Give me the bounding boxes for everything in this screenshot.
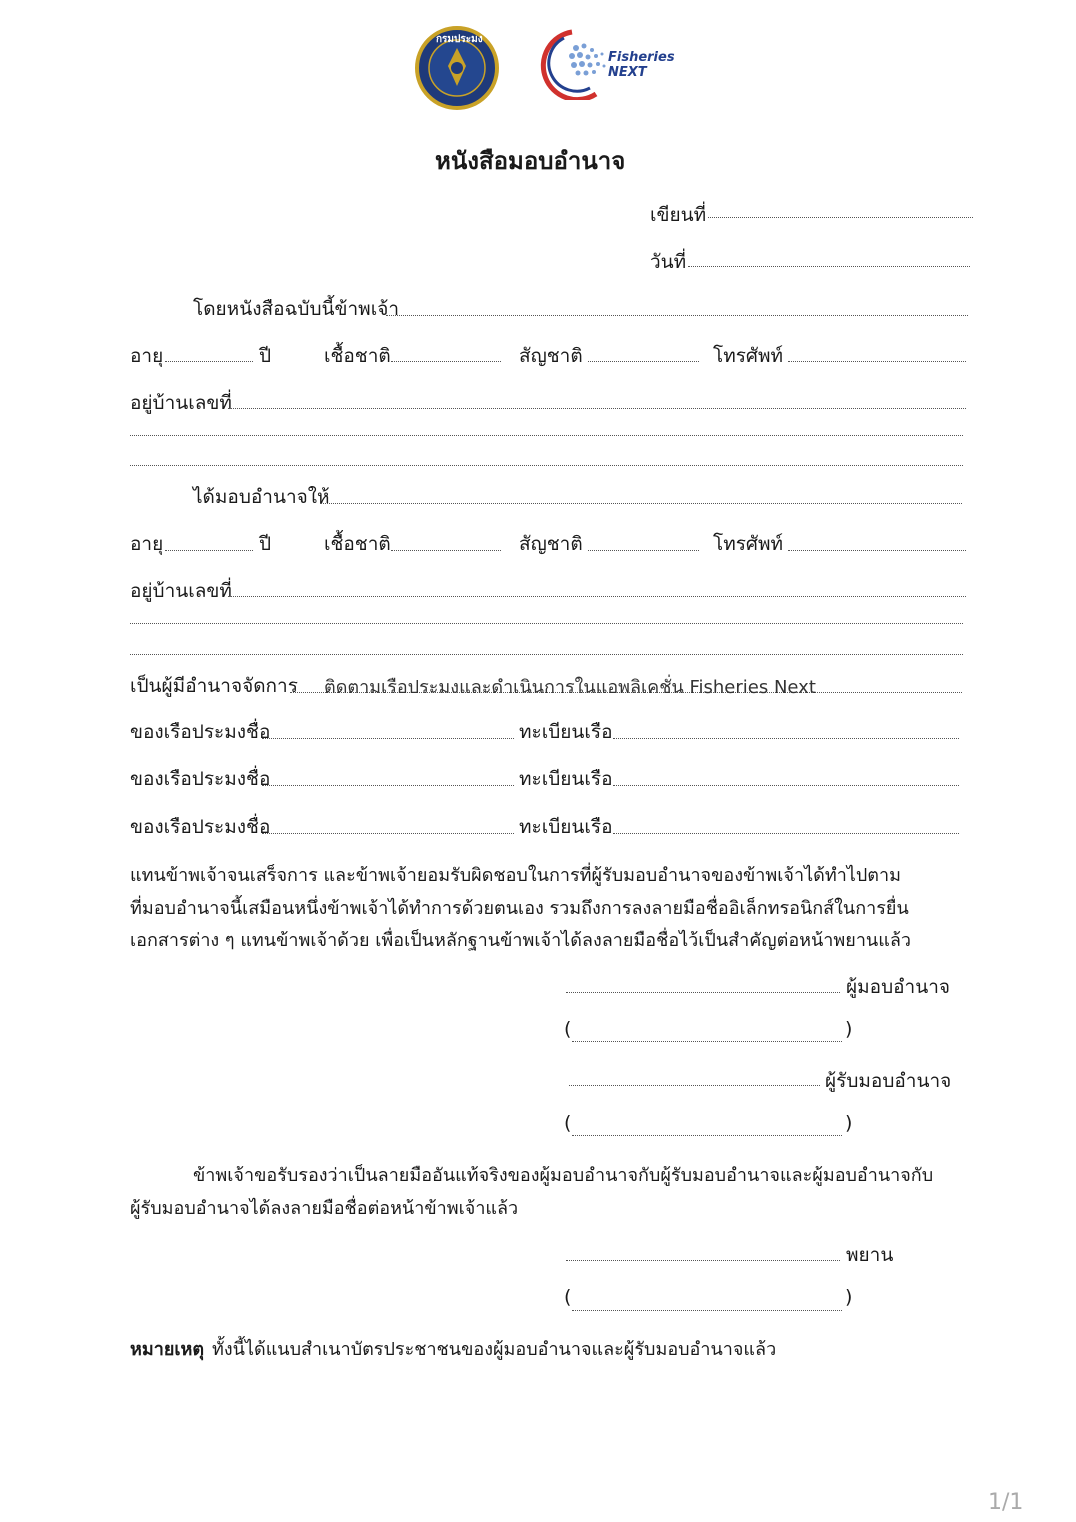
- grantee-nationality-field[interactable]: [588, 550, 699, 551]
- certify-line-1: ข้าพเจ้าขอรับรองว่าเป็นลายมืออันแท้จริงของผู้มอบอำนาจกับผู้รับมอบอำนาจและผู้มอบอำนาจกับ: [193, 1165, 934, 1186]
- fisheries-next-logo: [536, 24, 696, 100]
- grantor-address-line-3[interactable]: [130, 465, 963, 466]
- authority-value: ติดตามเรือประมงและดำเนินการในแอพลิเคชั่น Fisheries Next: [324, 677, 816, 698]
- grantor-paren-open: (: [564, 1018, 572, 1040]
- grantor-paren-close: ): [845, 1018, 853, 1040]
- page-title: หนังสือมอบอำนาจ: [435, 147, 626, 175]
- grantee-address-label: อยู่บ้านเลขที่: [130, 580, 232, 602]
- paragraph-line-1: แทนข้าพเจ้าจนเสร็จการ และข้าพเจ้ายอมรับผิดชอบในการที่ผู้รับมอบอำนาจของข้าพเจ้าได้ทำไปตาม: [130, 865, 901, 886]
- witness-printed-name-field[interactable]: [572, 1310, 842, 1311]
- grantor-race-label: เชื้อชาติ: [324, 345, 391, 367]
- grantor-printed-name-field[interactable]: [572, 1041, 842, 1042]
- vessel-reg-label-1: ทะเบียนเรือ: [519, 721, 613, 743]
- vessel-reg-field-2[interactable]: [613, 785, 959, 786]
- grantor-phone-label: โทรศัพท์: [713, 345, 784, 367]
- grantor-address-field[interactable]: [228, 408, 966, 409]
- grantor-signature-label: ผู้มอบอำนาจ: [846, 976, 950, 998]
- department-of-fisheries-seal: [414, 26, 500, 110]
- vessel-reg-label-3: ทะเบียนเรือ: [519, 816, 613, 838]
- vessel-name-field-2[interactable]: [262, 785, 514, 786]
- certify-line-2: ผู้รับมอบอำนาจได้ลงลายมือชื่อต่อหน้าข้าพเจ้าแล้ว: [130, 1198, 519, 1219]
- grantor-address-label: อยู่บ้านเลขที่: [130, 392, 232, 414]
- written-at-label: เขียนที่: [650, 204, 707, 226]
- paragraph-line-3: เอกสารต่าง ๆ แทนข้าพเจ้าด้วย เพื่อเป็นหลักฐานข้าพเจ้าได้ลงลายมือชื่อไว้เป็นสำคัญต่อหน้าพยานแล้ว: [130, 930, 911, 951]
- grantee-signature-label: ผู้รับมอบอำนาจ: [825, 1070, 952, 1092]
- grantee-intro-label: ได้มอบอำนาจให้: [193, 486, 330, 508]
- vessel-name-field-3[interactable]: [262, 833, 514, 834]
- grantor-address-line-2[interactable]: [130, 435, 963, 436]
- grantee-year-label: ปี: [259, 533, 272, 555]
- grantee-race-label: เชื้อชาติ: [324, 533, 391, 555]
- grantee-paren-close: ): [845, 1112, 853, 1134]
- note-label: หมายเหตุ: [130, 1339, 205, 1360]
- grantor-age-label: อายุ: [130, 345, 164, 367]
- witness-paren-close: ): [845, 1286, 853, 1308]
- grantor-year-label: ปี: [259, 345, 272, 367]
- grantee-printed-name-field[interactable]: [572, 1135, 842, 1136]
- witness-label: พยาน: [846, 1244, 894, 1266]
- grantee-age-field[interactable]: [165, 550, 253, 551]
- vessel-reg-field-3[interactable]: [613, 833, 959, 834]
- witness-signature-field[interactable]: [566, 1260, 840, 1261]
- grantee-race-field[interactable]: [391, 550, 501, 551]
- page-number: 1/1: [988, 1490, 1024, 1515]
- date-field[interactable]: [688, 266, 970, 267]
- note-text: ทั้งนี้ได้แนบสำเนาบัตรประชาชนของผู้มอบอำนาจและผู้รับมอบอำนาจแล้ว: [212, 1339, 777, 1360]
- grantee-paren-open: (: [564, 1112, 572, 1134]
- seal-text: กรมประมง: [436, 34, 483, 45]
- paragraph-line-2: ที่มอบอำนาจนี้เสมือนหนึ่งข้าพเจ้าได้ทำการด้วยตนเอง รวมถึงการลงลายมือชื่ออิเล็กทรอนิกส์ในการยื่น: [130, 898, 909, 919]
- grantor-intro-label: โดยหนังสือฉบับนี้ข้าพเจ้า: [193, 298, 400, 320]
- grantee-address-line-3[interactable]: [130, 654, 963, 655]
- grantor-race-field[interactable]: [391, 361, 501, 362]
- grantor-name-field[interactable]: [386, 315, 968, 316]
- grantee-phone-label: โทรศัพท์: [713, 533, 784, 555]
- vessel-name-field-1[interactable]: [262, 738, 514, 739]
- date-label: วันที่: [650, 251, 687, 273]
- witness-paren-open: (: [564, 1286, 572, 1308]
- grantor-phone-field[interactable]: [788, 361, 966, 362]
- written-at-field[interactable]: [708, 217, 973, 218]
- grantee-signature-field[interactable]: [569, 1085, 820, 1086]
- authority-label: เป็นผู้มีอำนาจจัดการ: [130, 675, 298, 697]
- grantee-address-line-2[interactable]: [130, 623, 963, 624]
- grantee-nationality-label: สัญชาติ: [519, 533, 583, 555]
- grantee-phone-field[interactable]: [788, 550, 966, 551]
- grantor-nationality-field[interactable]: [588, 361, 699, 362]
- grantee-age-label: อายุ: [130, 533, 164, 555]
- brand-text: Fisheries NEXT: [608, 50, 675, 80]
- grantor-signature-field[interactable]: [566, 992, 840, 993]
- grantee-name-field[interactable]: [320, 503, 962, 504]
- vessel-name-label-1: ของเรือประมงชื่อ: [130, 721, 271, 743]
- vessel-name-label-3: ของเรือประมงชื่อ: [130, 816, 271, 838]
- vessel-name-label-2: ของเรือประมงชื่อ: [130, 768, 271, 790]
- grantor-age-field[interactable]: [165, 361, 253, 362]
- grantor-nationality-label: สัญชาติ: [519, 345, 583, 367]
- vessel-reg-field-1[interactable]: [613, 738, 959, 739]
- grantee-address-field[interactable]: [228, 596, 966, 597]
- vessel-reg-label-2: ทะเบียนเรือ: [519, 768, 613, 790]
